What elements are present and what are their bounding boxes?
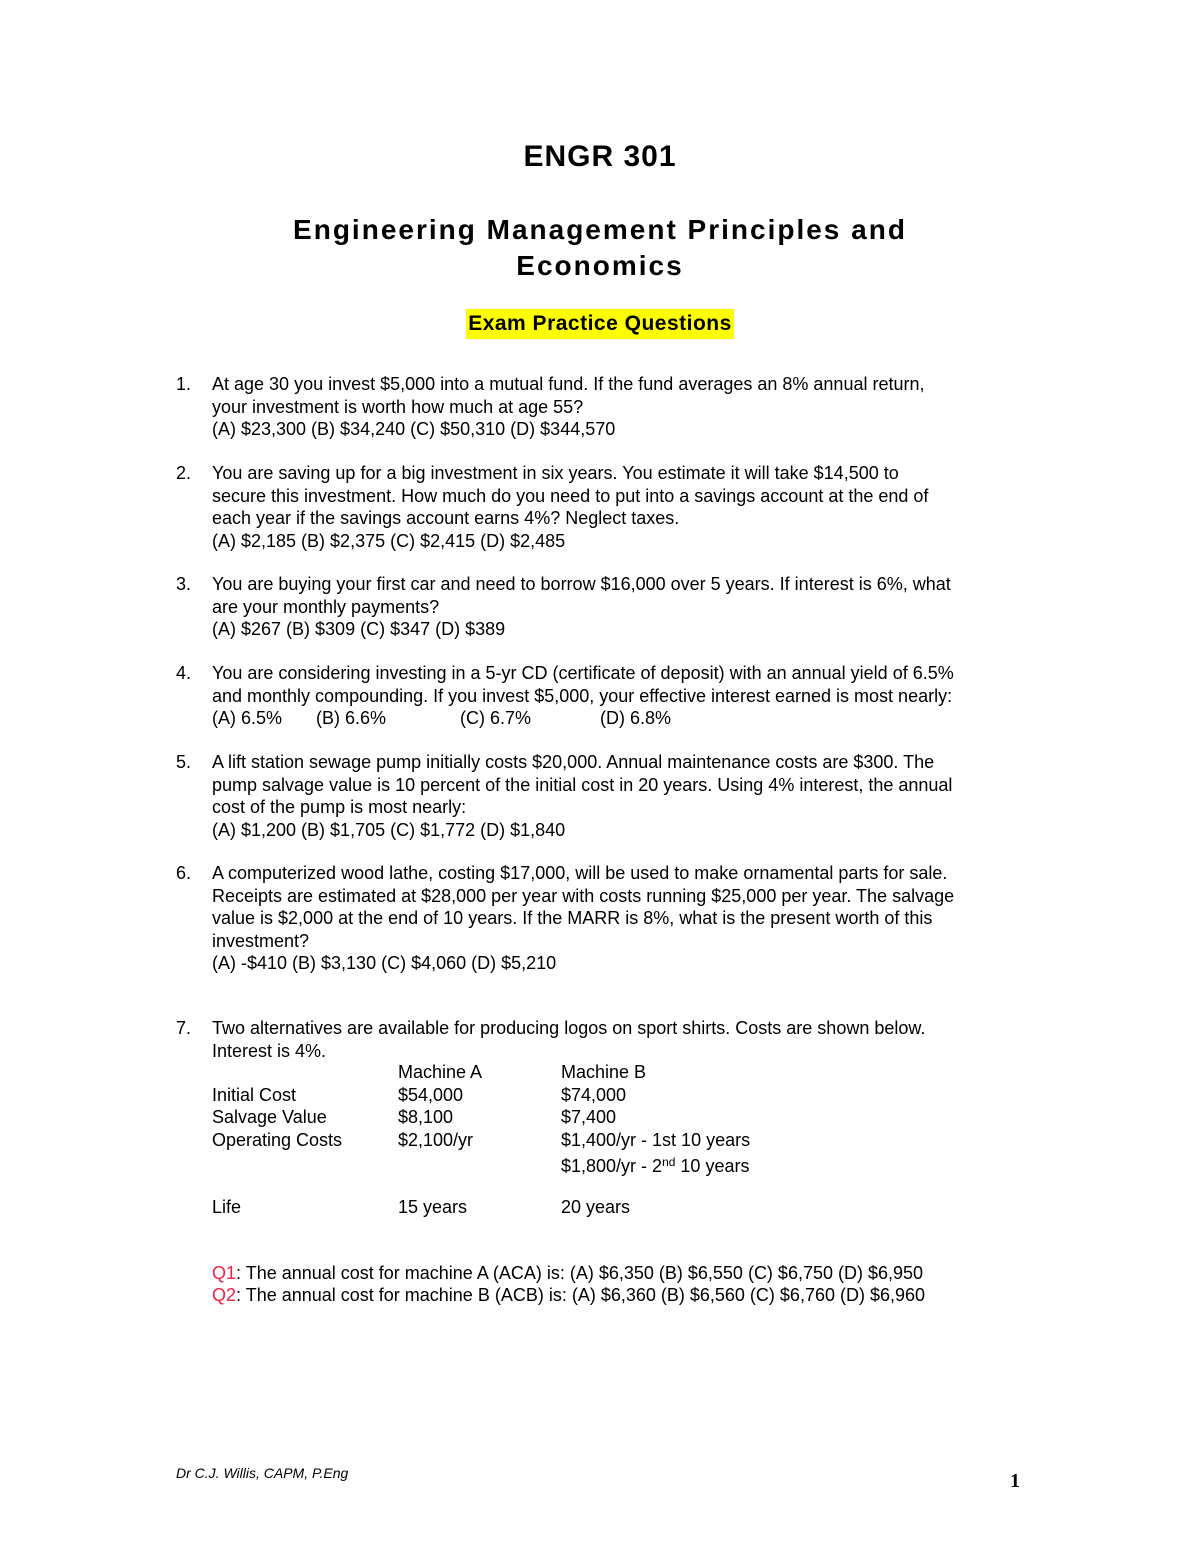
question-line: investment?	[212, 930, 310, 951]
table-row	[212, 1151, 912, 1174]
question-number: 5.	[176, 752, 192, 772]
question-line: Receipts are estimated at $28,000 per year with costs running $25,000 per year. The salvage	[212, 885, 955, 906]
table-row	[212, 1084, 912, 1107]
table-cell-text: 10 years	[675, 1156, 750, 1176]
question-line: A computerized wood lathe, costing $17,000, will be used to make ornamental parts for sale.	[212, 863, 948, 883]
question-options: (A) -$410 (B) $3,130 (C) $4,060 (D) $5,210	[212, 953, 557, 973]
question-line: your investment is worth how much at age 55?	[212, 396, 584, 417]
option-b: (B) 6.6%	[316, 708, 387, 728]
question-line: and monthly compounding. If you invest $5,000, your effective interest earned is most nearly:	[212, 685, 953, 706]
sub-question-tag: Q1	[212, 1263, 237, 1283]
sub-question-text: : The annual cost for machine A (ACA) is: (A) $6,350 (B) $6,550 (C) $6,750 (D) $6,950	[236, 1263, 924, 1283]
question-number: 3.	[176, 574, 192, 594]
question-line: Two alternatives are available for producing logos on sport shirts. Costs are shown below.	[212, 1018, 926, 1038]
table-row	[212, 1106, 912, 1129]
question-line: You are saving up for a big investment in six years. You estimate it will take $14,500 to	[212, 463, 899, 483]
table-cell-text: $1,800/yr - 2	[561, 1156, 663, 1176]
table-cell: Initial Cost	[212, 1084, 297, 1105]
course-title-line-2: Economics	[516, 250, 684, 281]
question-options: (A) $267 (B) $309 (C) $347 (D) $389	[212, 619, 506, 639]
option-a: (A) 6.5%	[212, 708, 283, 728]
question-line: At age 30 you invest $5,000 into a mutual fund. If the fund averages an 8% annual return,	[212, 374, 925, 394]
table-cell: 20 years	[561, 1197, 631, 1217]
footer-author: Dr C.J. Willis, CAPM, P.Eng	[176, 1465, 349, 1481]
option-d: (D) 6.8%	[600, 708, 672, 728]
question-number: 6.	[176, 863, 192, 883]
course-code: ENGR 301	[523, 140, 677, 173]
table-cell: $7,400	[561, 1107, 617, 1127]
question-line: are your monthly payments?	[212, 596, 440, 617]
table-row	[212, 1196, 912, 1219]
table-cell: Salvage Value	[212, 1107, 327, 1127]
question-number: 4.	[176, 663, 192, 683]
question-line: You are buying your first car and need to borrow $16,000 over 5 years. If interest is 6%, what	[212, 574, 951, 594]
machine-comparison-table	[212, 1061, 912, 1219]
question-number: 7.	[176, 1018, 192, 1038]
question-options	[212, 707, 1036, 730]
question-line: value is $2,000 at the end of 10 years. If the MARR is 8%, what is the present worth of this	[212, 908, 933, 928]
question-body	[212, 373, 1036, 441]
question-number: 1.	[176, 374, 192, 394]
table-spacer-row	[212, 1174, 912, 1197]
table-cell: $8,100	[398, 1107, 454, 1127]
question-line: A lift station sewage pump initially costs $20,000. Annual maintenance costs are $300. The	[212, 752, 935, 772]
course-title	[250, 212, 950, 284]
question-options: (A) $23,300 (B) $34,240 (C) $50,310 (D) $344,570	[212, 419, 616, 439]
question-body	[212, 751, 1036, 841]
table-cell: $2,100/yr	[398, 1129, 474, 1150]
option-c: (C) 6.7%	[460, 708, 532, 728]
sub-question-text: : The annual cost for machine B (ACB) is: (A) $6,360 (B) $6,560 (C) $6,760 (D) $6,960	[236, 1285, 926, 1305]
question-body	[212, 662, 1036, 730]
table-cell: $1,400/yr - 1st 10 years	[561, 1129, 751, 1150]
table-header-row	[212, 1061, 912, 1084]
question-body	[212, 573, 1036, 641]
exam-label-container	[0, 309, 1200, 339]
sub-question-2	[212, 1284, 925, 1307]
sub-question-1	[212, 1262, 923, 1285]
course-title-line-1: Engineering Management Principles and	[293, 214, 907, 245]
question-line: You are considering investing in a 5-yr CD (certificate of deposit) with an annual yield of 6.5%	[212, 663, 954, 683]
question-body	[212, 462, 1036, 552]
ordinal-superscript: nd	[662, 1155, 676, 1169]
table-cell: 15 years	[398, 1197, 468, 1217]
table-cell: $54,000	[398, 1084, 464, 1105]
table-cell: Operating Costs	[212, 1129, 343, 1150]
table-row	[212, 1129, 912, 1152]
table-header: Machine A	[398, 1062, 483, 1082]
question-line: secure this investment. How much do you need to put into a savings account at the end of	[212, 485, 929, 506]
question-options: (A) $2,185 (B) $2,375 (C) $2,415 (D) $2,485	[212, 530, 566, 551]
table-cell: Life	[212, 1197, 242, 1217]
sub-question-tag: Q2	[212, 1285, 237, 1305]
question-body	[212, 862, 1036, 975]
page-number: 1	[1010, 1470, 1020, 1492]
question-number: 2.	[176, 463, 192, 483]
question-line: pump salvage value is 10 percent of the initial cost in 20 years. Using 4% interest, the annual	[212, 774, 953, 795]
table-header: Machine B	[561, 1062, 647, 1082]
question-options: (A) $1,200 (B) $1,705 (C) $1,772 (D) $1,840	[212, 819, 566, 840]
table-cell: $74,000	[561, 1084, 627, 1105]
question-line: cost of the pump is most nearly:	[212, 797, 467, 817]
exam-label: Exam Practice Questions	[466, 309, 734, 339]
question-line: Interest is 4%.	[212, 1040, 327, 1061]
question-body	[212, 1017, 1036, 1062]
question-line: each year if the savings account earns 4%? Neglect taxes.	[212, 508, 680, 528]
